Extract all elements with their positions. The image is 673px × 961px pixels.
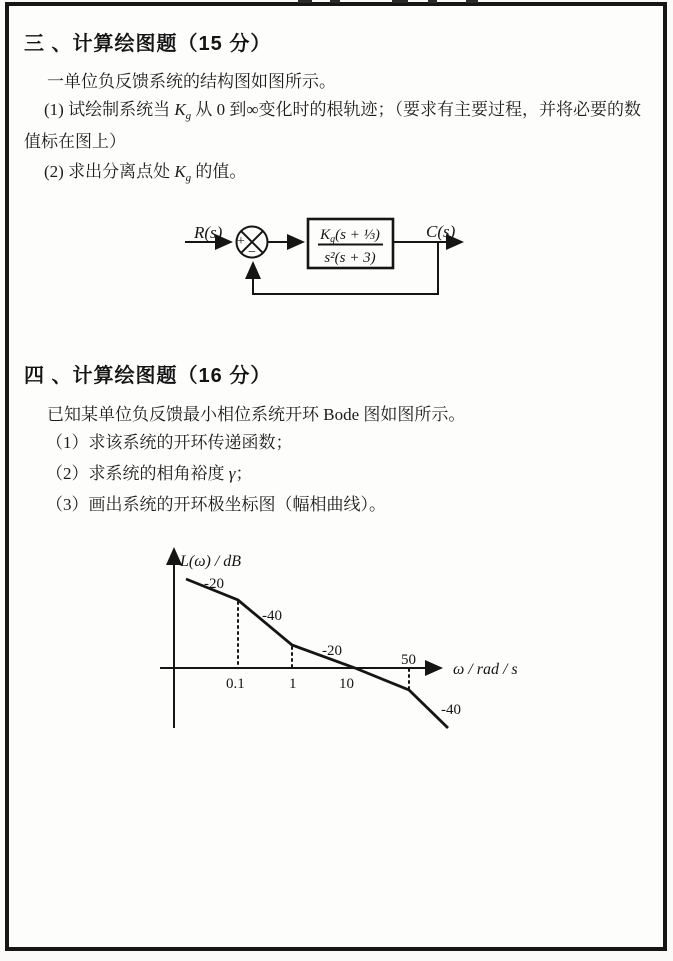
gamma-variable: γ (228, 464, 236, 483)
question-3-intro: 一单位负反馈系统的结构图如图所示。 (47, 72, 336, 91)
kg-variable: K (174, 100, 186, 119)
block-diagram (130, 205, 490, 315)
question-4-item-3: （3）画出系统的开环极坐标图（幅相曲线）。 (46, 495, 386, 514)
item-2-text-pre: （2）求系统的相角裕度 (46, 464, 229, 483)
question-4-heading: 四 、计算绘图题（16 分） (24, 365, 272, 387)
slope-label-1: -20 (204, 576, 224, 592)
question-4-item-2 (46, 459, 252, 484)
tick-label-0.1: 0.1 (226, 676, 245, 692)
question-3-item-2 (44, 157, 246, 184)
question-4-item-1: （1）求该系统的开环传递函数； (46, 433, 293, 452)
plus-sign: + (237, 234, 245, 249)
slope-label-3: -20 (322, 643, 342, 659)
question-3-item-1-wrap: 值标在图上） (24, 132, 126, 151)
item-2-text-pre: (2) 求出分离点处 (44, 162, 175, 181)
kg-variable: K (174, 162, 186, 181)
transfer-function-block (308, 219, 393, 268)
input-signal-label: R(s) (194, 223, 223, 242)
tick-label-1: 1 (289, 676, 297, 692)
slope-label-2: -40 (262, 608, 282, 624)
kg-subscript: g (185, 172, 192, 184)
item-2-text-post: 的值。 (191, 162, 247, 181)
transfer-function-numerator: $K_g(s$ + ⅓) (320, 227, 380, 245)
slope-label-4: -40 (441, 702, 461, 718)
kg-subscript: g (185, 110, 192, 122)
tick-label-50: 50 (401, 652, 416, 668)
transfer-function-denominator: s²(s + 3) (324, 250, 376, 266)
bode-plot (140, 540, 544, 740)
tick-label-10: 10 (339, 676, 354, 692)
summing-junction (237, 227, 268, 261)
y-axis-label: L(ω) / dB (180, 553, 242, 570)
kg-subscript: g (330, 234, 336, 245)
question-3-item-1 (44, 95, 641, 122)
x-axis-label: ω / rad / s (453, 661, 518, 678)
question-3-heading: 三 、计算绘图题（15 分） (24, 33, 272, 55)
item-1-text-post: 从 0 到∞变化时的根轨迹；（要求有主要过程，并将必要的数 (191, 100, 642, 119)
item-1-text-pre: (1) 试绘制系统当 (44, 100, 175, 119)
question-4-intro: 已知某单位负反馈最小相位系统开环 Bode 图如图所示。 (47, 405, 466, 424)
output-signal-label: C(s) (426, 222, 456, 241)
minus-sign: − (248, 245, 256, 260)
item-2-text-post: ； (235, 464, 253, 483)
